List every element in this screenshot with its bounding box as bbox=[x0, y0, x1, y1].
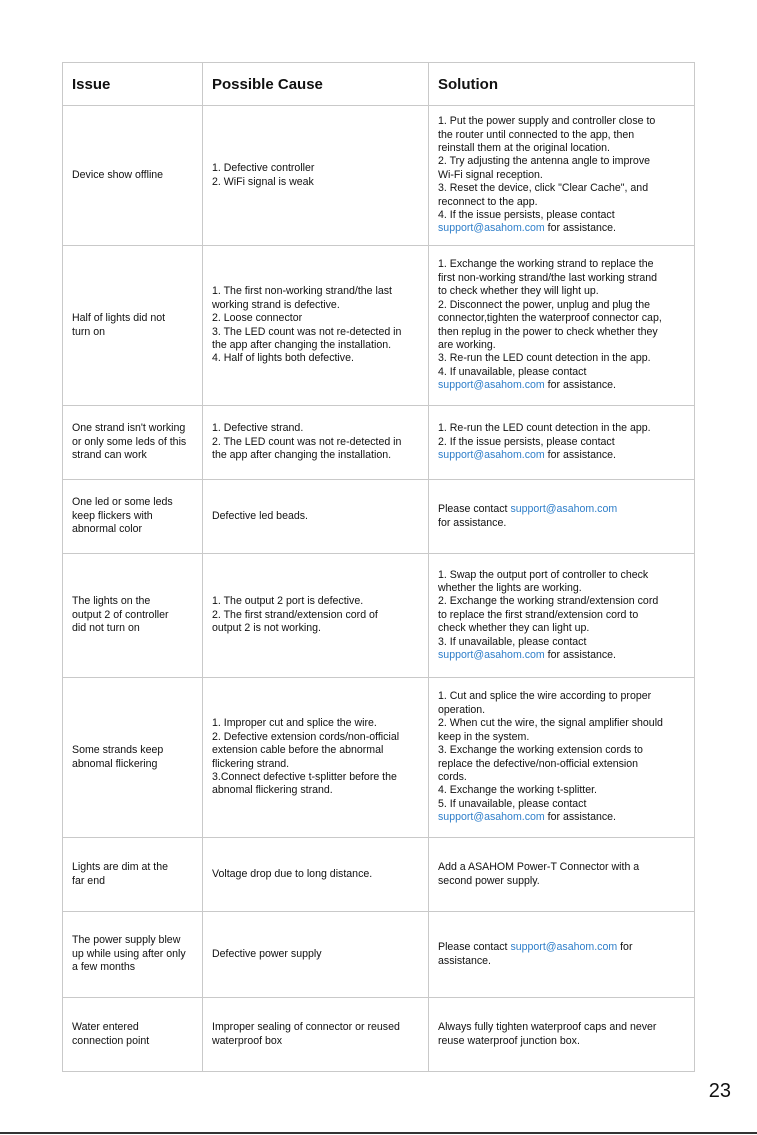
solution-cell-line: replace the defective/non-official extension bbox=[438, 757, 639, 770]
cause-cell bbox=[203, 480, 429, 554]
table-row bbox=[63, 998, 695, 1072]
cause-cell-line: Defective led beads. bbox=[212, 509, 308, 522]
solution-cell-line: then replug in the power to check whether they bbox=[438, 325, 658, 338]
issue-cell bbox=[63, 678, 203, 838]
cause-cell-line: working strand is defective. bbox=[212, 298, 340, 311]
solution-cell-line: second power supply. bbox=[438, 874, 540, 887]
solution-cell-text: for assistance. bbox=[544, 649, 616, 662]
cause-cell-line: 2. Defective extension cords/non-official bbox=[212, 730, 400, 743]
cause-cell-line: 3.Connect defective t-splitter before the bbox=[212, 770, 397, 783]
solution-cell-line: 3. Re-run the LED count detection in the app. bbox=[438, 352, 651, 365]
table-header-row bbox=[63, 63, 695, 106]
table-row bbox=[63, 912, 695, 998]
solution-cell-line bbox=[438, 649, 688, 662]
solution-cell-line: reinstall them at the original location. bbox=[438, 141, 610, 154]
issue-cell-line: Device show offline bbox=[72, 168, 164, 181]
solution-cell-line: 5. If unavailable, please contact bbox=[438, 797, 587, 810]
solution-cell bbox=[429, 838, 695, 912]
cause-cell-line: 2. The LED count was not re-detected in bbox=[212, 435, 402, 448]
issue-cell-line: or only some leds of this bbox=[72, 435, 187, 448]
solution-cell bbox=[429, 998, 695, 1072]
solution-cell-line: connector,tighten the waterproof connector cap, bbox=[438, 312, 662, 325]
support-email-link[interactable]: support@asahom.com bbox=[438, 649, 545, 662]
solution-cell-line: 1. Cut and splice the wire according to proper bbox=[438, 690, 652, 703]
cause-cell-line: the app after changing the installation. bbox=[212, 338, 392, 351]
table-row bbox=[63, 246, 695, 406]
issue-cell-line: output 2 of controller bbox=[72, 608, 169, 621]
bottom-rule bbox=[0, 1132, 757, 1134]
solution-cell-line: 3. Exchange the working extension cords to bbox=[438, 744, 643, 757]
issue-cell bbox=[63, 838, 203, 912]
cause-cell-line: 1. The output 2 port is defective. bbox=[212, 595, 364, 608]
solution-cell-line: 4. Exchange the working t-splitter. bbox=[438, 784, 597, 797]
solution-cell-text: for assistance. bbox=[544, 811, 616, 824]
solution-cell-line: 1. Exchange the working strand to replace the bbox=[438, 258, 654, 271]
issue-cell-line: Water entered bbox=[72, 1021, 139, 1034]
solution-cell-text: for assistance. bbox=[544, 222, 616, 235]
support-email-link[interactable]: support@asahom.com bbox=[438, 811, 545, 824]
issue-cell bbox=[63, 998, 203, 1072]
solution-cell bbox=[429, 678, 695, 838]
issue-cell-line: One strand isn't working bbox=[72, 422, 186, 435]
cause-cell-line: waterproof box bbox=[212, 1034, 283, 1047]
solution-cell-line: first non-working strand/the last working strand bbox=[438, 271, 658, 284]
cause-cell-line: Defective power supply bbox=[212, 947, 322, 960]
solution-cell-line: 3. Reset the device, click "Clear Cache", and bbox=[438, 182, 649, 195]
page-number: 23 bbox=[708, 1080, 731, 1102]
header-issue: Issue bbox=[63, 63, 203, 106]
issue-cell-line: connection point bbox=[72, 1034, 150, 1047]
issue-cell-line: keep flickers with bbox=[72, 509, 153, 522]
solution-cell-line: 2. Disconnect the power, unplug and plug the bbox=[438, 298, 651, 311]
solution-cell-line: assistance. bbox=[438, 954, 491, 967]
solution-cell-line: Add a ASAHOM Power-T Connector with a bbox=[438, 861, 640, 874]
solution-cell-line: are working. bbox=[438, 338, 496, 351]
cause-cell bbox=[203, 246, 429, 406]
solution-cell-text: Please contact bbox=[438, 941, 511, 954]
cause-cell bbox=[203, 106, 429, 246]
cause-cell bbox=[203, 998, 429, 1072]
table-row bbox=[63, 838, 695, 912]
cause-cell-line: 2. The first strand/extension cord of bbox=[212, 608, 378, 621]
solution-cell-line: 2. If the issue persists, please contact bbox=[438, 435, 615, 448]
issue-cell bbox=[63, 554, 203, 678]
cause-cell-line: 4. Half of lights both defective. bbox=[212, 352, 354, 365]
cause-cell bbox=[203, 554, 429, 678]
issue-cell bbox=[63, 106, 203, 246]
solution-cell-line: cords. bbox=[438, 770, 467, 783]
support-email-link[interactable]: support@asahom.com bbox=[510, 941, 618, 954]
solution-cell-line: reconnect to the app. bbox=[438, 195, 538, 208]
solution-cell-line: 3. If unavailable, please contact bbox=[438, 635, 587, 648]
cause-cell-line: 3. The LED count was not re-detected in bbox=[212, 325, 402, 338]
issue-cell-line: The power supply blew bbox=[72, 934, 181, 947]
issue-cell bbox=[63, 480, 203, 554]
cause-cell bbox=[203, 838, 429, 912]
solution-cell-line: check whether they can light up. bbox=[438, 622, 590, 635]
table-row bbox=[63, 406, 695, 480]
table-row bbox=[63, 106, 695, 246]
solution-cell-text: for bbox=[617, 941, 633, 954]
troubleshooting-table bbox=[62, 62, 695, 1072]
cause-cell-line: Voltage drop due to long distance. bbox=[212, 867, 373, 880]
solution-cell bbox=[429, 554, 695, 678]
solution-cell-line: 2. Try adjusting the antenna angle to improve bbox=[438, 155, 651, 168]
cause-cell-line: abnomal flickering strand. bbox=[212, 784, 333, 797]
issue-cell bbox=[63, 912, 203, 998]
solution-cell-line: Always fully tighten waterproof caps and never bbox=[438, 1021, 657, 1034]
cause-cell-line: 2. WiFi signal is weak bbox=[212, 175, 314, 188]
solution-cell-line bbox=[438, 941, 688, 954]
cause-cell-line: output 2 is not working. bbox=[212, 622, 321, 635]
issue-cell-line: did not turn on bbox=[72, 622, 140, 635]
solution-cell-text: Please contact bbox=[438, 503, 511, 516]
cause-cell-line: 2. Loose connector bbox=[212, 312, 303, 325]
solution-cell-line: for assistance. bbox=[438, 516, 507, 529]
solution-cell-line: operation. bbox=[438, 703, 486, 716]
table-row bbox=[63, 480, 695, 554]
solution-cell-line: 1. Swap the output port of controller to check bbox=[438, 568, 649, 581]
table-row bbox=[63, 554, 695, 678]
issue-cell-line: The lights on the bbox=[72, 595, 151, 608]
issue-cell bbox=[63, 246, 203, 406]
issue-cell-line: Half of lights did not bbox=[72, 312, 166, 325]
solution-cell-line bbox=[438, 449, 688, 462]
solution-cell-line: 1. Re-run the LED count detection in the app. bbox=[438, 422, 651, 435]
solution-cell-line bbox=[438, 222, 688, 235]
issue-cell-line: One led or some leds bbox=[72, 496, 173, 509]
support-email-link[interactable]: support@asahom.com bbox=[438, 222, 545, 235]
support-email-link[interactable]: support@asahom.com bbox=[438, 379, 545, 392]
solution-cell-line: 2. When cut the wire, the signal amplifier should bbox=[438, 717, 663, 730]
solution-cell bbox=[429, 912, 695, 998]
cause-cell bbox=[203, 912, 429, 998]
issue-cell-line: up while using after only bbox=[72, 947, 186, 960]
table-body bbox=[63, 106, 695, 1072]
solution-cell-line: 1. Put the power supply and controller close to bbox=[438, 115, 656, 128]
support-email-link[interactable]: support@asahom.com bbox=[510, 503, 618, 516]
issue-cell-line: abnormal color bbox=[72, 523, 143, 536]
issue-cell-line: turn on bbox=[72, 325, 105, 338]
issue-cell-line: far end bbox=[72, 874, 105, 887]
table-row bbox=[63, 678, 695, 838]
solution-cell-line: Wi-Fi signal reception. bbox=[438, 168, 543, 181]
solution-cell bbox=[429, 106, 695, 246]
header-possible-cause: Possible Cause bbox=[203, 63, 429, 106]
cause-cell-line: flickering strand. bbox=[212, 757, 290, 770]
issue-cell bbox=[63, 406, 203, 480]
support-email-link[interactable]: support@asahom.com bbox=[438, 449, 545, 462]
issue-cell-line: Some strands keep bbox=[72, 744, 164, 757]
cause-cell-line: the app after changing the installation. bbox=[212, 449, 392, 462]
solution-cell-text: for assistance. bbox=[544, 379, 616, 392]
solution-cell-line: 4. If unavailable, please contact bbox=[438, 365, 587, 378]
solution-cell-line: whether the lights are working. bbox=[438, 581, 582, 594]
solution-cell-line: keep in the system. bbox=[438, 730, 530, 743]
solution-cell-line bbox=[438, 379, 688, 392]
cause-cell-line: 1. Defective strand. bbox=[212, 422, 304, 435]
cause-cell-line: 1. Improper cut and splice the wire. bbox=[212, 717, 377, 730]
solution-cell-line: reuse waterproof junction box. bbox=[438, 1034, 580, 1047]
cause-cell-line: extension cable before the abnormal bbox=[212, 744, 384, 757]
cause-cell-line: 1. The first non-working strand/the last bbox=[212, 285, 392, 298]
issue-cell-line: strand can work bbox=[72, 449, 147, 462]
solution-cell bbox=[429, 246, 695, 406]
solution-cell-line: 2. Exchange the working strand/extension cord bbox=[438, 595, 659, 608]
solution-cell-text: for assistance. bbox=[544, 449, 616, 462]
issue-cell-line: a few months bbox=[72, 961, 136, 974]
solution-cell bbox=[429, 406, 695, 480]
cause-cell bbox=[203, 406, 429, 480]
solution-cell-line bbox=[438, 811, 688, 824]
cause-cell-line: Improper sealing of connector or reused bbox=[212, 1021, 400, 1034]
solution-cell-line: the router until connected to the app, then bbox=[438, 128, 635, 141]
solution-cell-line bbox=[438, 503, 688, 516]
solution-cell-line: 4. If the issue persists, please contact bbox=[438, 209, 615, 222]
cause-cell bbox=[203, 678, 429, 838]
issue-cell-line: Lights are dim at the bbox=[72, 861, 168, 874]
solution-cell-line: to replace the first strand/extension cord to bbox=[438, 608, 639, 621]
solution-cell bbox=[429, 480, 695, 554]
header-solution: Solution bbox=[429, 63, 695, 106]
cause-cell-line: 1. Defective controller bbox=[212, 162, 315, 175]
issue-cell-line: abnomal flickering bbox=[72, 757, 158, 770]
solution-cell-line: to check whether they will light up. bbox=[438, 285, 599, 298]
